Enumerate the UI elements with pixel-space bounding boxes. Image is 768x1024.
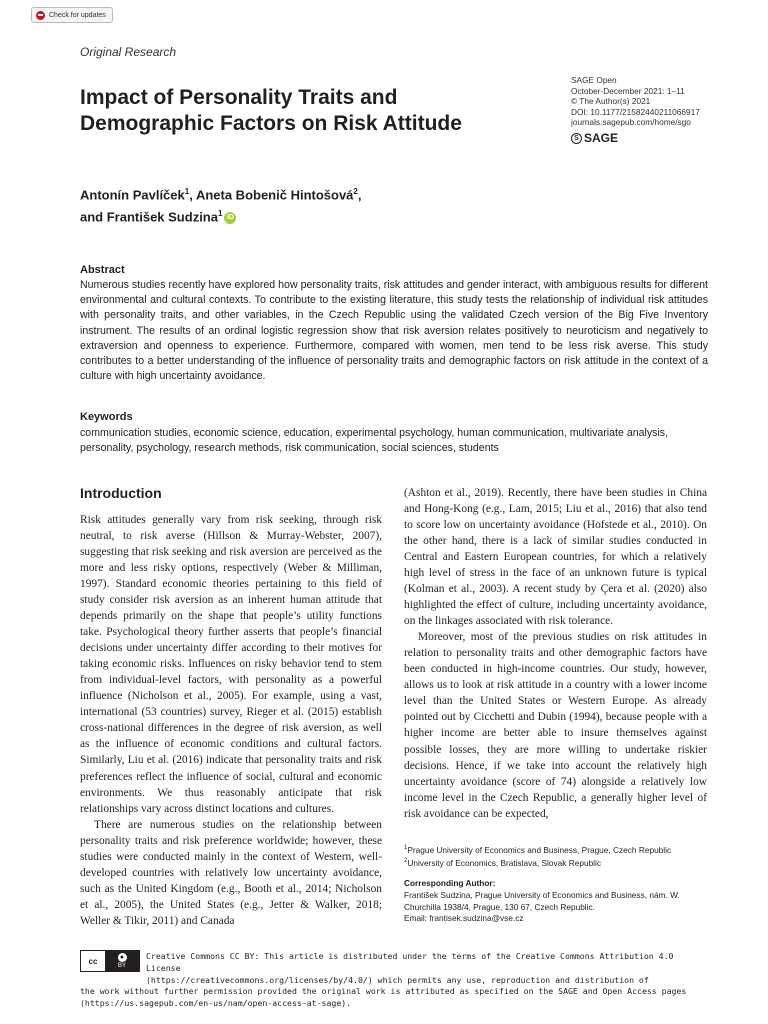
- license-url[interactable]: (https://creativecommons.org/licenses/by/4.0/) which permits any use, reproduction and distribution of: [146, 974, 649, 985]
- creative-commons-logo[interactable]: [80, 950, 140, 972]
- corresponding-author-details: [404, 890, 714, 925]
- abstract-text: Numerous studies recently have explored how personality traits, risk attitudes and gender interact, with ambiguous results for different environmental and cultural contexts. To contribute to the existing literature, this study tests the relationship of individual risk attitudes with personality traits, and other variables, in the Czech Republic using the validated Czech version of the Big Five Inventory instrument. The results of an ordinal logistic regression show that risk aversion relates positively to neuroticism and negatively to extraversion and openness to experience. Furthermore, compared with women, men tend to be less risk averse. This study contributes to a better understanding of the influence of personality traits and demographic factors on risk attitude in the context of a culture with high uncertainty avoidance.: [80, 279, 708, 383]
- sage-icon: S: [571, 133, 582, 144]
- orcid-icon[interactable]: iD: [224, 212, 236, 224]
- corresponding-address: František Sudzina, Prague University of Economics and Business, nám. W. Churchilla 1938/4, Prague, 130 67, Czech Republic.: [404, 890, 680, 912]
- publisher-name: SAGE: [584, 131, 619, 145]
- person-icon: ●: [118, 953, 127, 962]
- author-2: , Aneta Bobenič Hintošová: [189, 187, 354, 203]
- journal-info: [571, 75, 700, 128]
- affiliation-1: $^1$Prague University of Economics and Business, Prague, Czech Republic: [404, 844, 672, 855]
- license-notice: [80, 951, 710, 1010]
- sage-logo: [571, 131, 618, 145]
- badge-label: Check for updates: [49, 11, 106, 19]
- keywords-heading: Keywords: [80, 411, 133, 423]
- keywords-text: communication studies, economic science, education, experimental psychology, human communication, multivariate analysis, personality, psychology, research methods, risk communication, social sciences, students: [80, 427, 669, 455]
- corresponding-author-heading: Corresponding Author:: [404, 878, 496, 888]
- corresponding-email[interactable]: Email: frantisek.sudzina@vse.cz: [404, 913, 524, 924]
- authors: Antonín Pavlíček$^1$, Aneta Bobenič Hintošová$^2$, and František Sudzina$^1$ iD: [80, 187, 362, 225]
- paragraph: Moreover, most of the previous studies on risk attitudes in relation to personality traits and other demographic factors have been conducted in high-income countries. Our study, however, allows us to look at risk attitude in a country with a lower income level than the United States or Western Europe. As already pointed out by Cicchetti and Dubin (1994), because people with a higher income are better able to insure themselves against possible losses, they are more willing to undertake riskier decisions. Hence, if we take into account the relatively high uncertainty avoidance (score of 74) alongside a relatively low income level in the Czech Republic, a generally higher level of risk avoidance can be expected,: [404, 631, 707, 820]
- paragraph: (Ashton et al., 2019). Recently, there have been studies in China and Hong-Kong (e.g., Lam, 2015; Liu et al., 2016) that also tend to score low on uncertainty avoidance (Hofstede et al., 2010). On the other hand, there is a lack of similar studies conducted in Central and Eastern European countries, for which a relatively high level of stress in the face of an unknown future is typical (Kolman et al., 2003). A recent study by Çera et al. (2020) also highlighted the effect of culture, including uncertainty avoidance, on the linkages associated with risk tolerance.: [404, 487, 707, 628]
- introduction-heading: Introduction: [80, 485, 162, 501]
- body-column-left: [80, 512, 382, 929]
- section-label: Original Research: [80, 45, 177, 59]
- journal-issue: October-December 2021: 1–11: [571, 85, 685, 96]
- paragraph: There are numerous studies on the relationship between personality traits and risk preference worldwide; however, these studies were conducted mainly in the context of Western, well-developed countries with relatively low uncertainty avoidance, such as the United Kingdom (e.g., Booth et al., 2014; Nicholson et al., 2005), the United States (e.g., Jetter & Walker, 2018; Weller & Tikir, 2011) and Canada: [80, 818, 382, 927]
- paragraph: Risk attitudes generally vary from risk seeking, through risk neutral, to risk averse (Hillson & Murray-Webster, 2007), suggesting that risk seeking and risk aversion are perceived as the more and less risky options, respectively (Weber & Milliman, 1997). Standard economic theories pertaining to this field of study consider risk aversion as an inherent human attitude that depends primarily on the shape that people’s utility functions take. Psychological theory further asserts that people’s financial decisions under uncertainty differ according to their motives for taking economic risks. Influences on risky behavior tend to stem from individual-level factors, with personality as a powerful influence (Nicholson et al., 2005). For example, using a vast, international (53 countries) survey, Rieger et al. (2015) establish cross-national differences in the degree of risk aversion, as well as the influence of economic conditions and cultural factors. Similarly, Liu et al. (2016) indicate that personality traits and risk preferences reflect the influence of social, cultural and economic environments. We thus reasonably anticipate that risk relationships vary across distinct locations and cultures.: [80, 514, 382, 815]
- license-line: the work without further permission provided the original work is attributed as specified on the SAGE and Open Access pages: [80, 986, 687, 997]
- update-icon: [36, 11, 45, 20]
- license-line: Creative Commons CC BY: This article is distributed under the terms of the Creative Commons Attribution 4.0 License: [146, 951, 674, 973]
- copyright: © The Author(s) 2021: [571, 96, 651, 107]
- check-for-updates-badge[interactable]: [31, 7, 113, 23]
- author-3: and František Sudzina: [80, 209, 218, 225]
- by-icon: ● BY: [105, 951, 139, 971]
- license-open-access-url[interactable]: (https://us.sagepub.com/en-us/nam/open-access-at-sage).: [80, 998, 352, 1009]
- affiliation-2: $^2$University of Economics, Bratislava, Slovak Republic: [404, 858, 602, 869]
- abstract-heading: Abstract: [80, 264, 125, 276]
- cc-icon: cc: [81, 951, 105, 971]
- journal-name: SAGE Open: [571, 75, 617, 85]
- affiliations: [404, 843, 714, 870]
- body-column-right: [404, 485, 707, 822]
- author-1: Antonín Pavlíček: [80, 187, 185, 203]
- journal-url[interactable]: journals.sagepub.com/home/sgo: [571, 117, 691, 128]
- article-title: Impact of Personality Traits and Demographic Factors on Risk Attitude: [80, 86, 462, 135]
- doi[interactable]: DOI: 10.1177/21582440211066917: [571, 106, 700, 117]
